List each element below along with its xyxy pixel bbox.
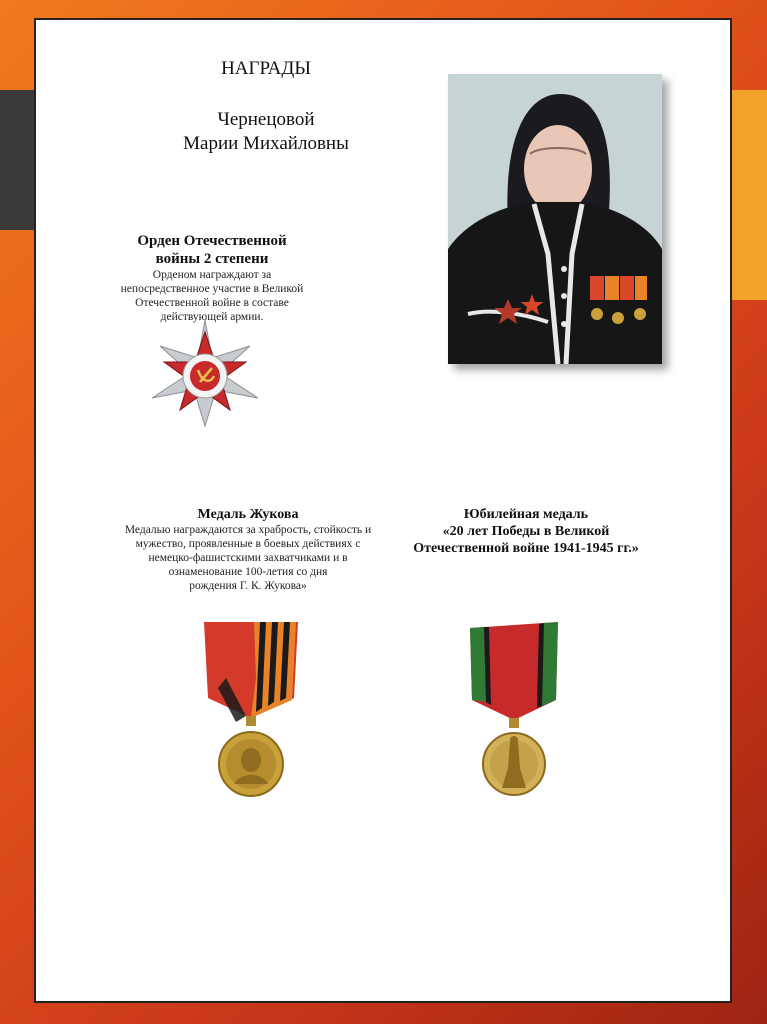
jubilee-title-line-2: «20 лет Победы в Великой: [442, 524, 610, 539]
order-desc-line-2: непосредственное участие в Великой: [120, 283, 304, 295]
order-desc-line-1: Орденом награждают за: [152, 269, 272, 281]
name-line-2: Марии Михайловны: [183, 133, 349, 154]
decor-band-right: [727, 90, 767, 300]
document-sheet: [34, 18, 732, 1003]
name-line-1: Чернецовой: [217, 109, 315, 130]
page-title: НАГРАДЫ: [221, 58, 311, 79]
zhukov-desc-line-2: мужество, проявленные в боевых действиях с: [135, 538, 361, 550]
jubilee-title-line-1: Юбилейная медаль: [463, 507, 589, 522]
zhukov-medal-block: [110, 506, 386, 592]
jubilee-medal-image: [464, 618, 564, 813]
person-name: [36, 108, 496, 156]
jubilee-title-line-3: Отечественной войне 1941-1945 гг.»: [413, 541, 639, 556]
jubilee-medal-block: [406, 506, 646, 557]
zhukov-desc-line-5: рождения Г. К. Жукова»: [189, 580, 307, 592]
order-desc-line-3: Отечественной войне в составе: [135, 297, 289, 309]
zhukov-desc-line-3: немецко-фашистскими захватчиками и в: [148, 552, 348, 564]
portrait-photo: [448, 74, 662, 364]
zhukov-medal-icon: [196, 618, 306, 808]
order-title-line-2: войны 2 степени: [155, 251, 269, 267]
portrait-illustration: [448, 74, 662, 364]
zhukov-medal-image: [196, 618, 306, 813]
jubilee-medal-icon: [464, 618, 564, 808]
order-star-icon: [140, 318, 270, 428]
zhukov-desc-line-4: ознаменование 100-летия со дня: [168, 566, 328, 578]
zhukov-title: Медаль Жукова: [197, 507, 299, 522]
order-patriotic-war-image: [140, 318, 270, 433]
order-desc-line-4: действующей армии.: [160, 311, 264, 323]
zhukov-desc-line-1: Медалью награждаются за храбрость, стойкость и: [124, 524, 372, 536]
order-title-line-1: Орден Отечественной: [137, 233, 287, 249]
order-block: [112, 232, 312, 324]
